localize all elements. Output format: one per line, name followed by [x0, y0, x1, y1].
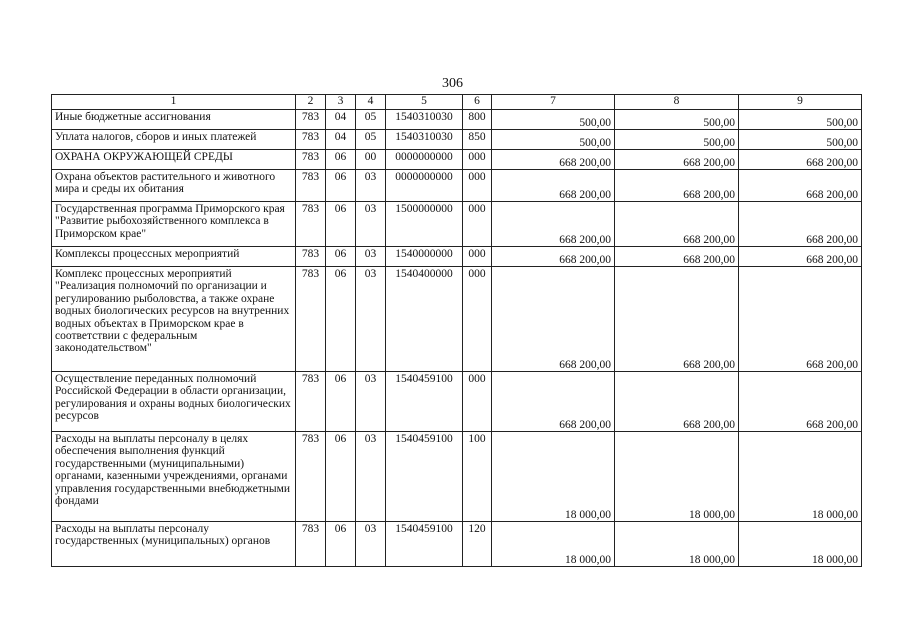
table-row	[52, 432, 862, 522]
code-cell: 783	[296, 522, 326, 567]
section-cell: 06	[326, 202, 356, 247]
amount-cell: 668 200,00	[615, 170, 739, 202]
table-row	[52, 267, 862, 372]
amount-cell: 668 200,00	[739, 267, 862, 372]
code-cell: 783	[296, 110, 326, 130]
table-row	[52, 202, 862, 247]
amount-cell: 18 000,00	[615, 522, 739, 567]
code-cell: 783	[296, 372, 326, 432]
table-row	[52, 110, 862, 130]
subsection-cell: 03	[356, 372, 386, 432]
code-cell: 783	[296, 130, 326, 150]
header-cell: 3	[326, 95, 356, 110]
target-article-cell: 1540459100	[386, 432, 463, 522]
subsection-cell: 03	[356, 432, 386, 522]
header-cell: 5	[386, 95, 463, 110]
header-cell: 7	[492, 95, 615, 110]
amount-cell: 500,00	[615, 130, 739, 150]
amount-cell: 18 000,00	[739, 432, 862, 522]
section-cell: 06	[326, 150, 356, 170]
code-cell: 783	[296, 170, 326, 202]
section-cell: 06	[326, 432, 356, 522]
amount-cell: 668 200,00	[492, 170, 615, 202]
expense-type-cell: 000	[463, 247, 492, 267]
subsection-cell: 03	[356, 247, 386, 267]
row-name: Охрана объектов растительного и животного мира и среды их обитания	[52, 170, 296, 202]
header-cell: 8	[615, 95, 739, 110]
expense-type-cell: 000	[463, 202, 492, 247]
amount-cell: 500,00	[739, 110, 862, 130]
amount-cell: 668 200,00	[739, 150, 862, 170]
amount-cell: 18 000,00	[492, 522, 615, 567]
section-cell: 06	[326, 372, 356, 432]
section-cell: 04	[326, 130, 356, 150]
section-cell: 06	[326, 170, 356, 202]
row-name: Комплексы процессных мероприятий	[52, 247, 296, 267]
amount-cell: 500,00	[492, 110, 615, 130]
expense-type-cell: 000	[463, 267, 492, 372]
header-cell: 9	[739, 95, 862, 110]
section-cell: 06	[326, 247, 356, 267]
subsection-cell: 05	[356, 110, 386, 130]
section-cell: 04	[326, 110, 356, 130]
amount-cell: 668 200,00	[739, 372, 862, 432]
subsection-cell: 03	[356, 202, 386, 247]
code-cell: 783	[296, 267, 326, 372]
row-name: Расходы на выплаты персоналу государственных (муниципальных) органов	[52, 522, 296, 567]
expense-type-cell: 000	[463, 170, 492, 202]
row-name: Государственная программа Приморского края "Развитие рыбохозяйственного комплекса в Приморском крае"	[52, 202, 296, 247]
code-cell: 783	[296, 202, 326, 247]
target-article-cell: 1540310030	[386, 110, 463, 130]
table-row	[52, 130, 862, 150]
amount-cell: 18 000,00	[492, 432, 615, 522]
code-cell: 783	[296, 150, 326, 170]
target-article-cell: 1540400000	[386, 267, 463, 372]
header-row	[52, 95, 862, 110]
section-cell: 06	[326, 522, 356, 567]
subsection-cell: 05	[356, 130, 386, 150]
subsection-cell: 03	[356, 522, 386, 567]
subsection-cell: 03	[356, 170, 386, 202]
header-cell: 6	[463, 95, 492, 110]
header-cell: 4	[356, 95, 386, 110]
target-article-cell: 1500000000	[386, 202, 463, 247]
expense-type-cell: 850	[463, 130, 492, 150]
table-row	[52, 522, 862, 567]
row-name: Осуществление переданных полномочий Российской Федерации в области организации, регулирования и охраны водных биологических ресурсов	[52, 372, 296, 432]
row-name: ОХРАНА ОКРУЖАЮЩЕЙ СРЕДЫ	[52, 150, 296, 170]
row-name: Иные бюджетные ассигнования	[52, 110, 296, 130]
expense-type-cell: 000	[463, 150, 492, 170]
amount-cell: 500,00	[739, 130, 862, 150]
expense-type-cell: 800	[463, 110, 492, 130]
row-name: Расходы на выплаты персоналу в целях обеспечения выполнения функций государственными (муниципальными) органами, казенными учреждениями, органами управления государственными внебюджетными фондами	[52, 432, 296, 522]
target-article-cell: 1540459100	[386, 372, 463, 432]
amount-cell: 668 200,00	[615, 150, 739, 170]
amount-cell: 668 200,00	[492, 247, 615, 267]
target-article-cell: 0000000000	[386, 170, 463, 202]
amount-cell: 668 200,00	[492, 150, 615, 170]
subsection-cell: 00	[356, 150, 386, 170]
table-row	[52, 170, 862, 202]
amount-cell: 668 200,00	[615, 247, 739, 267]
amount-cell: 18 000,00	[615, 432, 739, 522]
table-row	[52, 150, 862, 170]
header-cell: 1	[52, 95, 296, 110]
amount-cell: 668 200,00	[492, 202, 615, 247]
amount-cell: 18 000,00	[739, 522, 862, 567]
section-cell: 06	[326, 267, 356, 372]
target-article-cell: 0000000000	[386, 150, 463, 170]
expense-type-cell: 120	[463, 522, 492, 567]
subsection-cell: 03	[356, 267, 386, 372]
amount-cell: 668 200,00	[739, 170, 862, 202]
code-cell: 783	[296, 247, 326, 267]
table-row	[52, 247, 862, 267]
amount-cell: 500,00	[492, 130, 615, 150]
table-row	[52, 372, 862, 432]
target-article-cell: 1540000000	[386, 247, 463, 267]
expense-type-cell: 100	[463, 432, 492, 522]
amount-cell: 500,00	[615, 110, 739, 130]
target-article-cell: 1540310030	[386, 130, 463, 150]
amount-cell: 668 200,00	[492, 372, 615, 432]
row-name: Комплекс процессных мероприятий "Реализация полномочий по организации и регулированию рыболовства, а также охране водных биологических ресурсов на внутренних водных объектах в Приморском крае в соответствии с федеральным законодательством"	[52, 267, 296, 372]
target-article-cell: 1540459100	[386, 522, 463, 567]
amount-cell: 668 200,00	[739, 247, 862, 267]
code-cell: 783	[296, 432, 326, 522]
header-cell: 2	[296, 95, 326, 110]
amount-cell: 668 200,00	[615, 202, 739, 247]
amount-cell: 668 200,00	[492, 267, 615, 372]
amount-cell: 668 200,00	[739, 202, 862, 247]
row-name: Уплата налогов, сборов и иных платежей	[52, 130, 296, 150]
expense-type-cell: 000	[463, 372, 492, 432]
amount-cell: 668 200,00	[615, 267, 739, 372]
amount-cell: 668 200,00	[615, 372, 739, 432]
page-number: 306	[442, 76, 463, 91]
budget-table	[51, 94, 862, 567]
